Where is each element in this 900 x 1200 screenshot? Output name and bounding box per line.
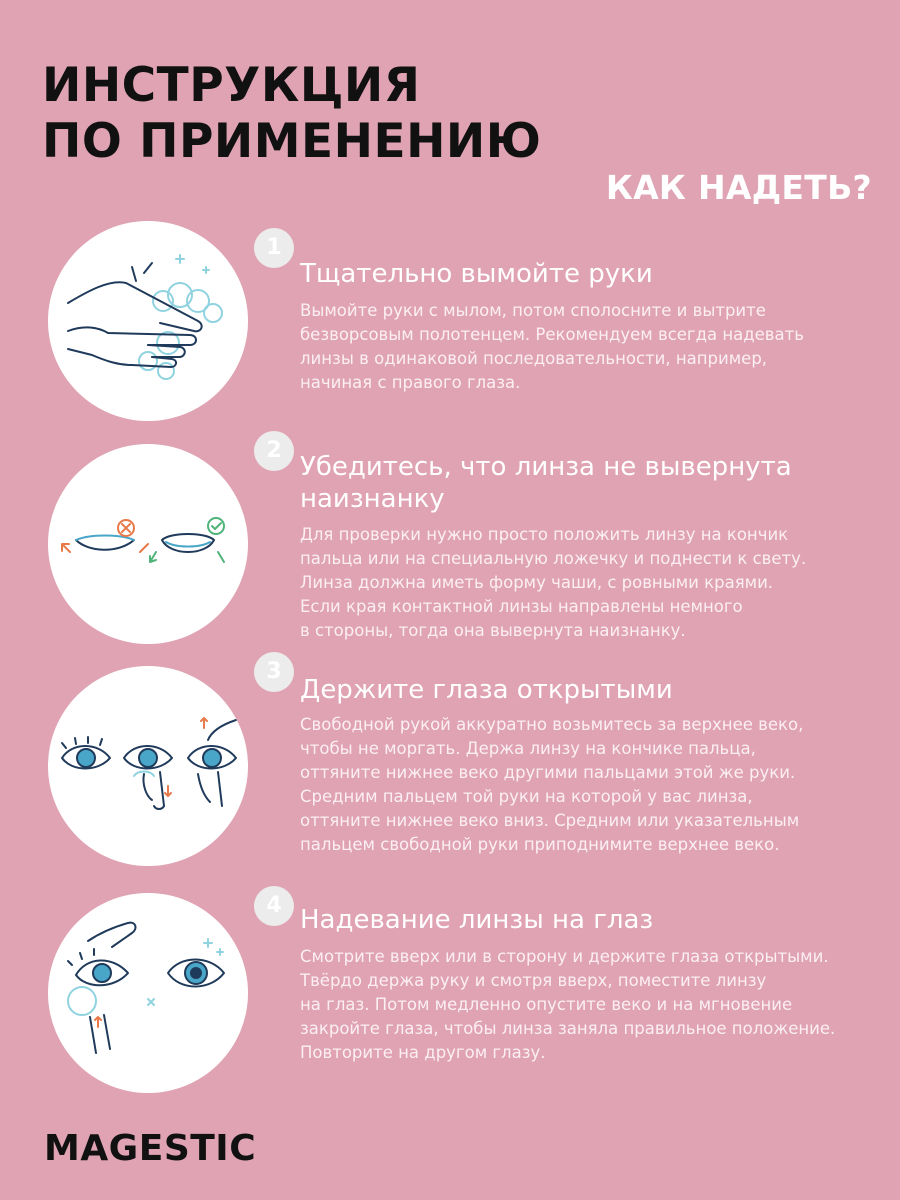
hand-washing-icon	[48, 221, 248, 421]
step-title-line: наизнанку	[300, 484, 445, 514]
step-text-line: Если края контактной линзы направлены немного	[300, 597, 743, 616]
step-description	[300, 945, 880, 1065]
step-text-line: пальцем свободной руки приподнимите верхнее веко.	[300, 835, 780, 854]
title-line-2: ПО ПРИМЕНЕНИЮ	[42, 114, 542, 169]
step-number-badge: 4	[254, 886, 294, 926]
step-text-line: закройте глаза, чтобы линза заняла правильное положение.	[300, 1019, 836, 1038]
step-text-line: Повторите на другом глазу.	[300, 1043, 546, 1062]
step-text-line: Линза должна иметь форму чаши, с ровными краями.	[300, 573, 774, 592]
step-text-line: Вымойте руки с мылом, потом сполосните и вытрите	[300, 301, 766, 320]
step-title: Держите глаза открытыми	[300, 675, 673, 705]
step-text-line: безворсовым полотенцем. Рекомендуем всегда надевать	[300, 325, 804, 344]
step-text-line: линзы в одинаковой последовательности, например,	[300, 349, 768, 368]
step-number-badge: 3	[254, 652, 294, 692]
brand-logo: MAGESTIC	[44, 1128, 257, 1169]
step-text-line: пальца или на специальную ложечку и поднести к свету.	[300, 549, 807, 568]
step-title: Тщательно вымойте руки	[300, 259, 653, 289]
step-title: Надевание линзы на глаз	[300, 905, 654, 935]
step-title	[300, 451, 870, 515]
step-number-badge: 2	[254, 431, 294, 471]
lens-check-icon	[48, 444, 248, 644]
page-title	[42, 58, 541, 170]
step-text-line: Твёрдо держа руку и смотря вверх, поместите линзу	[300, 971, 767, 990]
step-description	[300, 713, 880, 857]
step-title-line: Убедитесь, что линза не вывернута	[300, 452, 792, 482]
step-text-line: начиная с правого глаза.	[300, 373, 521, 392]
step-description	[300, 523, 880, 643]
step-text-line: чтобы не моргать. Держа линзу на кончике пальца,	[300, 739, 756, 758]
eyes-open-icon	[48, 666, 248, 866]
step-description	[300, 299, 880, 395]
step-text-line: в стороны, тогда она вывернута наизнанку.	[300, 621, 686, 640]
step-text-line: Свободной рукой аккуратно возьмитесь за верхнее веко,	[300, 715, 804, 734]
step-number-badge: 1	[254, 228, 294, 268]
step-text-line: Смотрите вверх или в сторону и держите глаза открытыми.	[300, 947, 829, 966]
step-text-line: Средним пальцем той руки на которой у вас линза,	[300, 787, 753, 806]
title-line-1: ИНСТРУКЦИЯ	[42, 58, 421, 113]
lens-insertion-icon	[48, 893, 248, 1093]
step-text-line: оттяните нижнее веко вниз. Средним или указательным	[300, 811, 800, 830]
step-text-line: Для проверки нужно просто положить линзу на кончик	[300, 525, 789, 544]
section-subtitle: КАК НАДЕТЬ?	[605, 168, 872, 207]
step-text-line: на глаз. Потом медленно опустите веко и на мгновение	[300, 995, 793, 1014]
step-text-line: оттяните нижнее веко другими пальцами этой же руки.	[300, 763, 796, 782]
